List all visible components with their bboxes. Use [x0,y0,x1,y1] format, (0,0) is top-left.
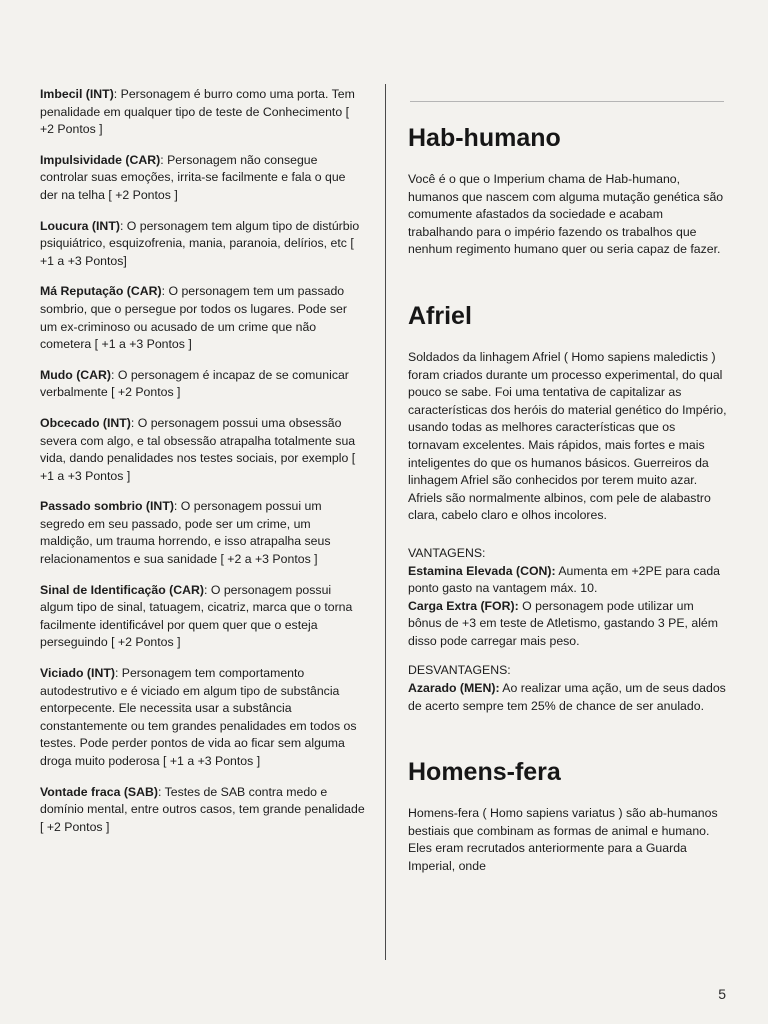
advantage-term: Carga Extra (FOR): [408,598,519,613]
list-entry [40,152,365,205]
section-body: Homens-fera ( Homo sapiens variatus ) são ab-humanos bestiais que combinam as formas de animal e humano. Eles eram recrutados anteriormente para a Guarda Imperial, onde [408,806,718,874]
entry-term: Má Reputação (CAR) [40,284,162,299]
entry-term: Sinal de Identificação (CAR) [40,582,204,597]
entry-text: : O personagem possui algum tipo de sinal, tatuagem, cicatriz, marca que o torna facilmente identificável por quem quer que o esteja perseguindo [ +2 Pontos ] [40,582,353,650]
header-rule [410,101,724,102]
entry-text: : Personagem tem comportamento autodestrutivo e é viciado em algum tipo de substância entorpecente. Ele necessita usar a substância constantemente ou tem grandes penalidades em todos os testes. Pode perder pontos de vida ao ficar sem alguma droga muito poderosa [ +1 a +3 Pontos ] [40,666,357,768]
entry-text: : O personagem tem algum tipo de distúrbio psiquiátrico, esquizofrenia, mania, paranoia, delírios, etc [ +1 a +3 Pontos] [40,218,360,268]
list-entry [40,498,365,568]
advantage-term: Estamina Elevada (CON): [408,563,556,578]
entry-text: : Personagem não consegue controlar suas emoções, irrita-se facilmente e fala o que der na telha [ +2 Pontos ] [40,152,346,202]
advantage-item [408,598,728,651]
list-entry [40,665,365,771]
disadvantage-term: Azarado (MEN): [408,681,500,696]
section-title: Hab-humano [408,124,561,152]
races-column [408,115,728,918]
entry-term: Passado sombrio (INT) [40,499,174,514]
disadvantage-text: Ao realizar uma ação, um de seus dados de acerto sempre tem 25% de chance de ser anulado. [408,681,726,713]
entry-term: Obcecado (INT) [40,415,131,430]
entry-text: : Personagem é burro como uma porta. Tem penalidade em qualquer tipo de teste de Conhecimento [ +2 Pontos ] [40,87,355,137]
section-hab-humano [408,123,728,259]
entry-term: Loucura (INT) [40,218,120,233]
advantages-label: VANTAGENS: [408,545,486,560]
list-entry [40,218,365,271]
section-body: Você é o que o Imperium chama de Hab-humano, humanos que nascem com alguma mutação genética são comumente afastados da sociedade e acabam trabalhando para o império fazendo os trabalhos que nenhum regimento humano quer ou seria capaz de fazer. [408,172,724,257]
entry-term: Imbecil (INT) [40,87,114,101]
entry-term: Viciado (INT) [40,666,115,681]
entry-text: : O personagem possui uma obsessão severa com algo, e tal obsessão atrapalha totalmente sua vida, dando penalidades nos testes sociais, por exemplo [ +1 a +3 Pontos ] [40,415,356,483]
entry-text: : O personagem possui um segredo em seu passado, pode ser um crime, um maldição, um trauma horrendo, e isso atrapalha seus relacionamentos e sua sanidade [ +2 a +3 Pontos ] [40,499,331,567]
column-divider [385,84,386,960]
page-number: 5 [718,986,726,1002]
section-title: Afriel [408,301,472,330]
section-homens-fera [408,757,728,875]
list-entry [40,367,365,402]
entry-term: Impulsividade (CAR) [40,152,161,167]
disadvantage-item [408,680,728,715]
advantage-text: O personagem pode utilizar um bônus de +3 em teste de Atletismo, gastando 3 PE, além disso pode carregar mais peso. [408,598,719,648]
disadvantages-label: DESVANTAGENS: [408,663,511,678]
entry-text: : O personagem tem um passado sombrio, que o persegue por todos os lugares. Pode ser um ex-criminoso ou acusado de um crime que não cometera [ +1 a +3 Pontos ] [40,284,347,352]
list-entry [40,784,365,837]
list-entry [40,415,365,485]
entry-text: : Testes de SAB contra medo e domínio mental, entre outros casos, tem grande penalidade [ +2 Pontos ] [40,784,365,834]
disadvantages-list [40,86,365,849]
advantage-item [408,563,728,598]
list-entry [40,582,365,652]
list-entry [40,86,365,139]
entry-term: Vontade fraca (SAB) [40,784,158,799]
advantage-text: Aumenta em +2PE para cada ponto gasto na vantagem máx. 10. [408,563,721,596]
section-title: Homens-fera [408,758,561,787]
entry-text: : O personagem é incapaz de se comunicar verbalmente [ +2 Pontos ] [40,367,349,400]
list-entry [40,283,365,353]
section-body: Soldados da linhagem Afriel ( Homo sapiens maledictis ) foram criados durante um processo experimental, do qual pouco se sabe. Foi uma tentativa de capitalizar as características dos heróis do material genético do Império, usando todas as melhores características que os tornavam excelentes. Mais rápidos, mais fortes e mais inteligentes do que os humanos básicos. Guerreiros da linhagem Afriel são conhecidos por terem muito azar. Afriels são normalmente albinos, com pele de alabastro clara, cabelo claro e olhos incolores. [408,349,727,523]
entry-term: Mudo (CAR) [40,367,112,382]
section-afriel [408,301,728,715]
